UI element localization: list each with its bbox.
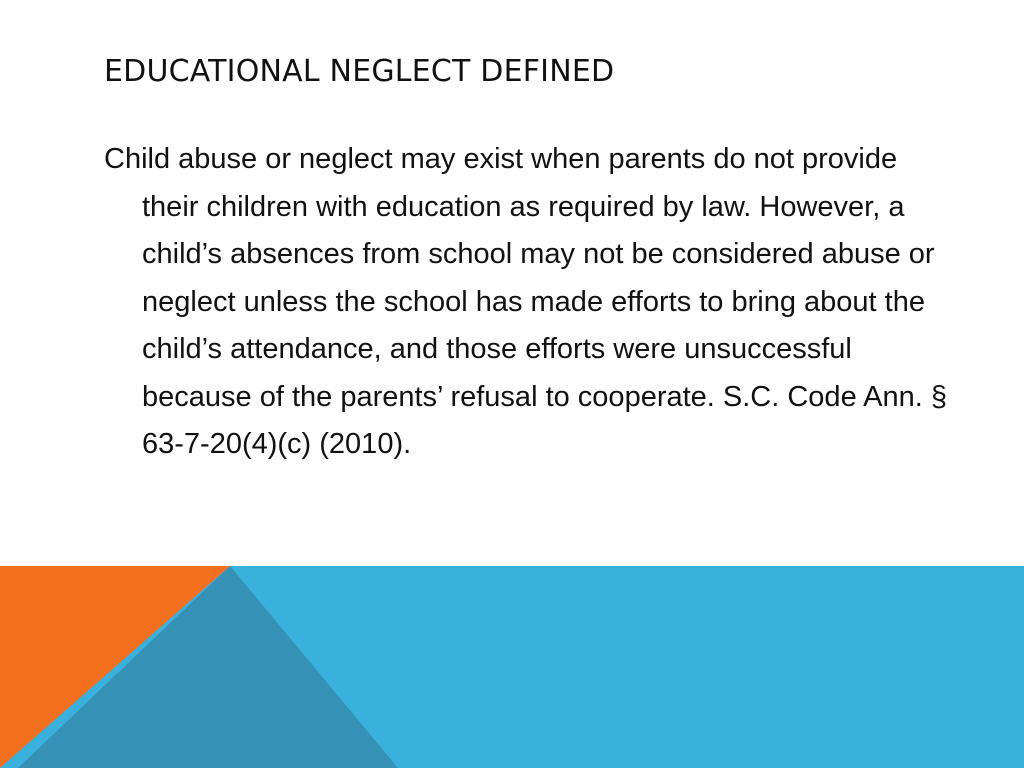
slide-body-text: Child abuse or neglect may exist when parents do not provide their children with education as required by law. However, a child’s absences from school may not be considered abuse or neglect unless the school has made efforts to bring about the child’s attendance, and those efforts were unsuccessful because of the parents’ refusal to cooperate. S.C. Code Ann. § 63-7-20(4)(c) (2010). (104, 143, 947, 460)
slide-title: EDUCATIONAL NEGLECT DEFINED (104, 54, 615, 89)
